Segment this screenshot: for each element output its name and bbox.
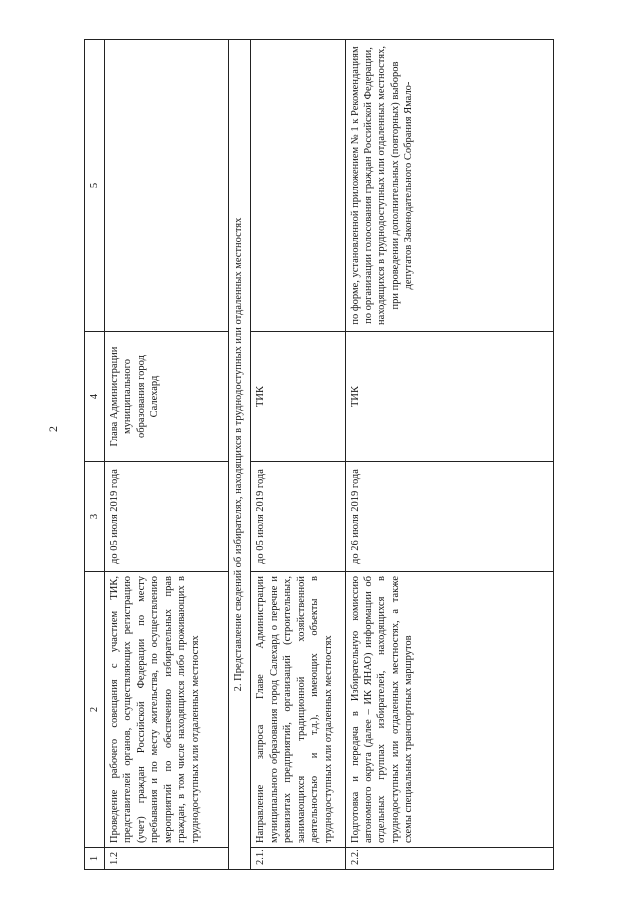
header-col-2: 2 [85,572,105,848]
row-deadline: до 05 июля 2019 года [251,462,345,572]
row-number: 2.1. [251,848,345,870]
header-col-5: 5 [85,40,105,332]
row-note [105,40,229,332]
row-action: Проведение рабочего совещания с участием ТИК, представителей органов, осуществляющих регистрацию (учет) граждан Российской Федерации по месту пребывания и по месту жительства, по осуществлению мероприятий по обеспечению избирательных прав граждан, в том числе находящихся либо проживающих в труднодоступных или отдаленных местностях [105,572,229,848]
page-number: 2 [46,426,60,432]
row-action: Подготовка и передача в Избирательную комиссию автономного округа (далее – ИК ЯНАО) информации об отдельных группах избирателей, находящихся в труднодоступных или отдаленных местностях, а также схемы специальных транспортных маршрутов [345,572,553,848]
row-number: 1.2 [105,848,229,870]
row-note: по форме, установленной приложением № 1 к Рекомендациям по организации голосования граждан Российской Федерации, находящихся в труднодоступных или отдаленных местностях, при проведении дополнительных (повторных) выборов депутатов Законодательного Собрания Ямало- [345,40,553,332]
row-note [251,40,345,332]
row-responsible: ТИК [251,332,345,462]
section-title: 2. Представление сведений об избирателях, находящихся в труднодоступных или отдаленных местностях [229,40,251,870]
header-col-3: 3 [85,462,105,572]
header-row [85,40,105,870]
table-row [251,40,345,870]
row-deadline: до 26 июля 2019 года [345,462,553,572]
row-number: 2.2. [345,848,553,870]
header-col-4: 4 [85,332,105,462]
plan-table [84,39,554,870]
row-action: Направление запроса Главе Администрации муниципального образования город Салехард о перечне и реквизитах предприятий, организаций (строительных, занимающихся традиционной хозяйственной деятельностью и т.д.), имеющих объекты в труднодоступных или отдаленных местностях [251,572,345,848]
row-deadline: до 05 июля 2019 года [105,462,229,572]
table-row [345,40,553,870]
section-header-row [229,40,251,870]
row-responsible: ТИК [345,332,553,462]
rotated-page-content [84,40,554,870]
row-responsible: Глава Администрации муниципального образования город Салехард [105,332,229,462]
table-row [105,40,229,870]
header-col-1: 1 [85,848,105,870]
